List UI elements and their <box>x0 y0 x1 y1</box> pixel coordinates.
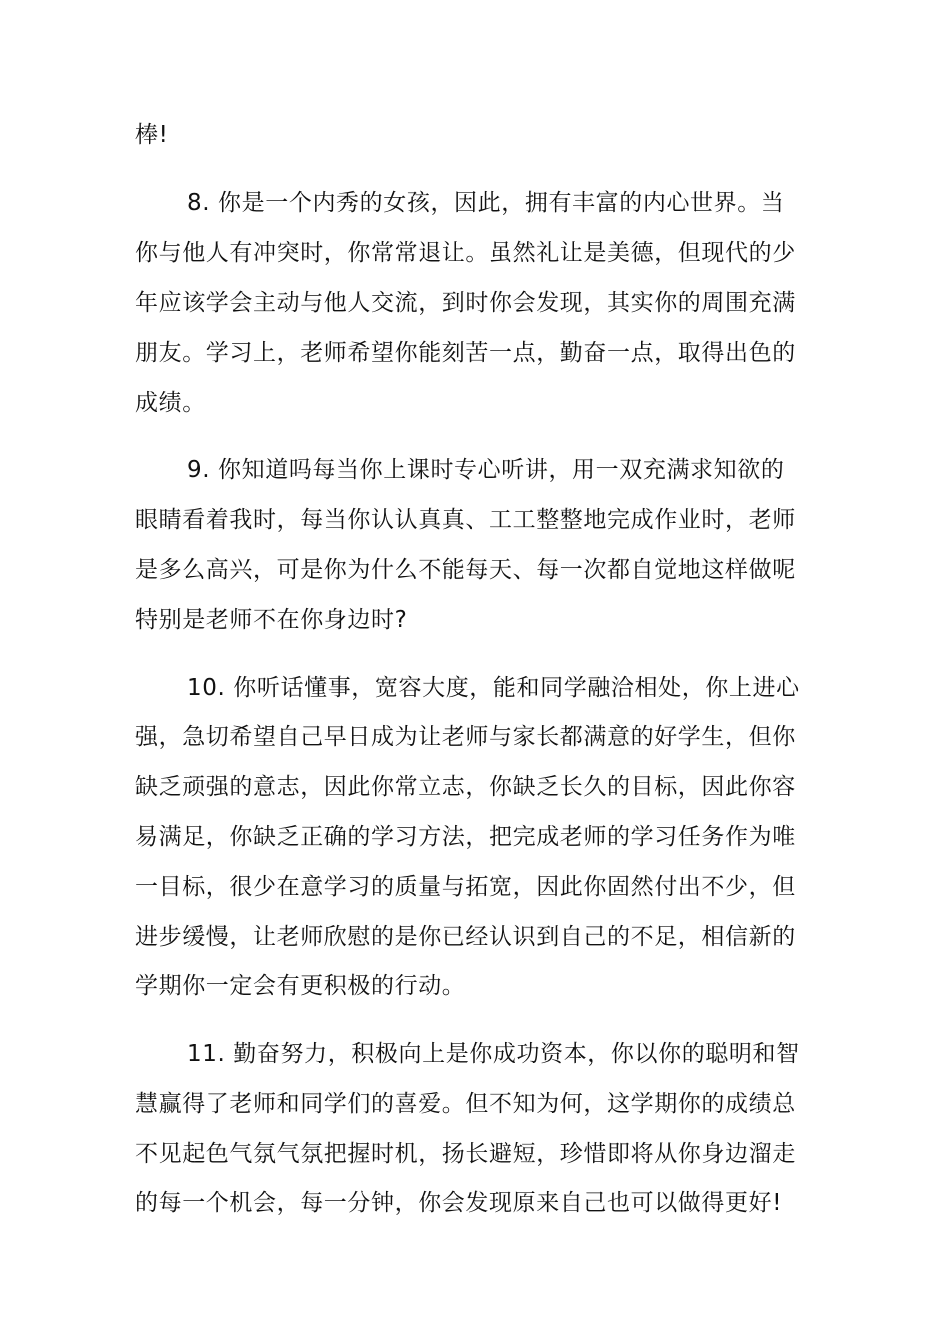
paragraph-line: 你与他人有冲突时，你常常退让。虽然礼让是美德，但现代的少 <box>135 240 796 266</box>
paragraph-line: 一目标，很少在意学习的质量与拓宽，因此你固然付出不少，但 <box>135 874 796 900</box>
paragraph-line: 不见起色气氛气氛把握时机，扬长避短，珍惜即将从你身边溜走 <box>135 1141 796 1167</box>
paragraph-line: 的每一个机会，每一分钟，你会发现原来自己也可以做得更好! <box>135 1190 783 1216</box>
paragraph-line: 是多么高兴，可是你为什么不能每天、每一次都自觉地这样做呢 <box>135 557 796 583</box>
paragraph-line: 8. 你是一个内秀的女孩，因此，拥有丰富的内心世界。当 <box>187 190 785 216</box>
paragraph-line: 10. 你听话懂事，宽容大度，能和同学融洽相处，你上进心 <box>187 675 800 701</box>
paragraph-line: 特别是老师不在你身边时? <box>135 607 408 633</box>
paragraph-line: 学期你一定会有更积极的行动。 <box>135 973 466 999</box>
paragraph-line: 慧赢得了老师和同学们的喜爱。但不知为何，这学期你的成绩总 <box>135 1091 796 1117</box>
paragraph-line: 进步缓慢，让老师欣慰的是你已经认识到自己的不足，相信新的 <box>135 924 796 950</box>
paragraph-line: 朋友。学习上，老师希望你能刻苦一点，勤奋一点，取得出色的 <box>135 340 796 366</box>
paragraph-line: 9. 你知道吗每当你上课时专心听讲，用一双充满求知欲的 <box>187 457 785 483</box>
paragraph-line: 强，急切希望自己早日成为让老师与家长都满意的好学生，但你 <box>135 724 796 750</box>
paragraph-line: 缺乏顽强的意志，因此你常立志，你缺乏长久的目标，因此你容 <box>135 774 796 800</box>
paragraph-line: 年应该学会主动与他人交流，到时你会发现，其实你的周围充满 <box>135 290 796 316</box>
paragraph-line: 11. 勤奋努力，积极向上是你成功资本，你以你的聪明和智 <box>187 1041 800 1067</box>
paragraph-line: 成绩。 <box>135 390 206 416</box>
paragraph-line: 易满足，你缺乏正确的学习方法，把完成老师的学习任务作为唯 <box>135 824 796 850</box>
paragraph-line: 眼睛看着我时，每当你认认真真、工工整整地完成作业时，老师 <box>135 507 796 533</box>
paragraph-line: 棒! <box>135 122 169 148</box>
